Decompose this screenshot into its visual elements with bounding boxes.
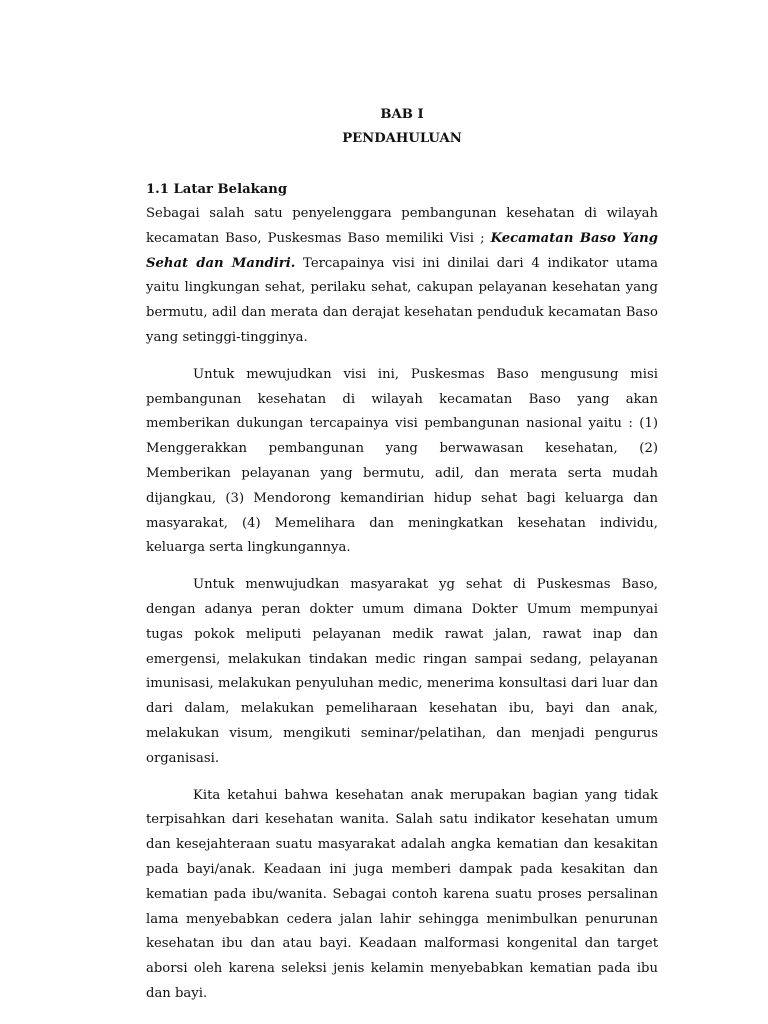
chapter-label: BAB I xyxy=(380,107,424,122)
paragraph-1 xyxy=(146,202,658,351)
paragraph-1-text-after: Tercapainya visi ini dinilai dari 4 indikator utama yaitu lingkungan sehat, perilaku sehat, cakupan pelayanan kesehatan yang bermutu, adil dan merata dan derajat kesehatan penduduk kecamatan Baso yang setinggi-tingginya. xyxy=(146,255,658,345)
chapter-title: PENDAHULUAN xyxy=(342,131,462,146)
paragraph-2: Untuk mewujudkan visi ini, Puskesmas Baso mengusung misi pembangunan kesehatan di wilayah kecamatan Baso yang akan memberikan dukungan tercapainya visi pembangunan nasional yaitu : (1) Menggerakkan pembangunan yang berwawasan kesehatan, (2) Memberikan pelayanan yang bermutu, adil, dan merata serta mudah dijangkau, (3) Mendorong kemandirian hidup sehat bagi keluarga dan masyarakat, (4) Memelihara dan meningkatkan kesehatan individu, keluarga serta lingkungannya. xyxy=(146,366,658,556)
paragraph-3: Untuk menwujudkan masyarakat yg sehat di Puskesmas Baso, dengan adanya peran dokter umum dimana Dokter Umum mempunyai tugas pokok meliputi pelayanan medik rawat jalan, rawat inap dan emergensi, melakukan tindakan medic ringan sampai sedang, pelayanan imunisasi, melakukan penyuluhan medic, menerima konsultasi dari luar dan dari dalam, melakukan pemeliharaan kesehatan ibu, bayi dan anak, melakukan visum, mengikuti seminar/pelatihan, dan menjadi pengurus organisasi. xyxy=(146,577,658,766)
section-heading: 1.1 Latar Belakang xyxy=(146,182,288,197)
vision-statement: Kecamatan Baso Yang Sehat dan Mandiri. xyxy=(146,230,658,271)
paragraph-1-text-before: Sebagai salah satu penyelenggara pembangunan kesehatan di wilayah kecamatan Baso, Puskesmas Baso memiliki Visi ; xyxy=(146,206,658,246)
paragraph-4: Kita ketahui bahwa kesehatan anak merupakan bagian yang tidak terpisahkan dari kesehatan wanita. Salah satu indikator kesehatan umum dan kesejahteraan suatu masyarakat adalah angka kematian dan kesakitan pada bayi/anak. Keadaan ini juga memberi dampak pada kesakitan dan kematian pada ibu/wanita. Sebagai contoh karena suatu proses persalinan lama menyebabkan cedera jalan lahir sehingga menimbulkan penurunan kesehatan ibu dan atau bayi. Keadaan malformasi kongenital dan target aborsi oleh karena seleksi jenis kelamin menyebabkan kematian pada ibu dan bayi. xyxy=(146,787,658,1001)
page-content xyxy=(146,104,658,1007)
